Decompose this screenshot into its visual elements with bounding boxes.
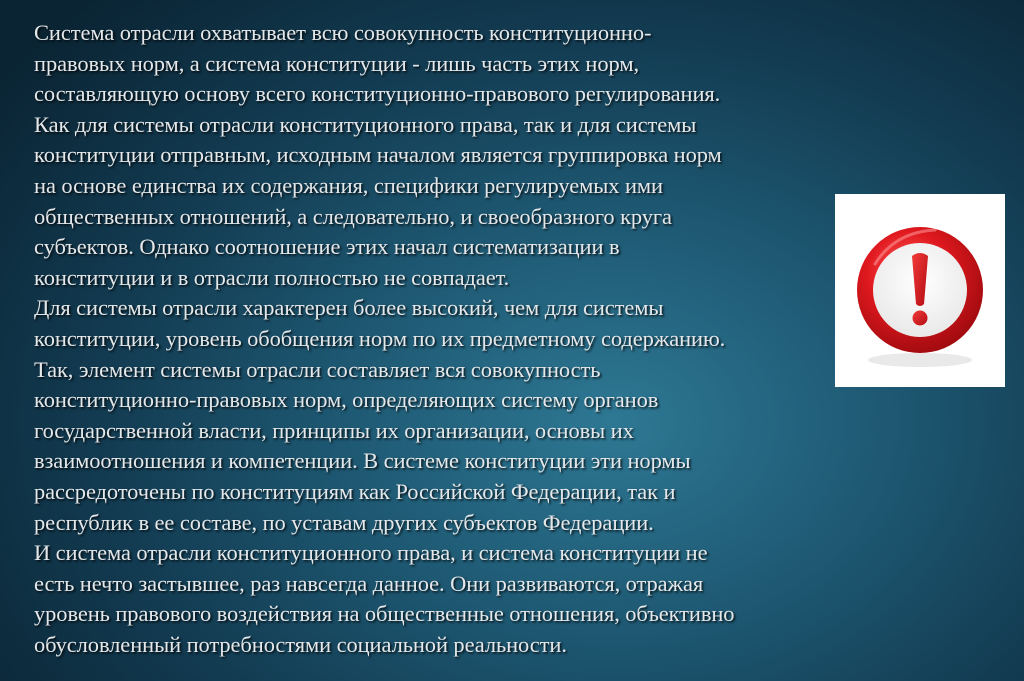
text-line: общественных отношений, а следовательно, и своеобразного круга xyxy=(34,203,672,229)
text-line: на основе единства их содержания, специфики регулируемых ими xyxy=(34,172,663,198)
text-line: государственной власти, принципы их организации, основы их xyxy=(34,417,634,443)
text-line: правовых норм, а система конституции - лишь часть этих норм, xyxy=(34,50,639,76)
text-line: есть нечто застывшее, раз навсегда данное. Они развиваются, отражая xyxy=(34,570,704,596)
text-line: конституции, уровень обобщения норм по их предметному содержанию. xyxy=(34,325,726,351)
text-line: конституции и в отрасли полностью не совпадает. xyxy=(34,264,510,290)
text-line: республик в ее составе, по уставам других субъектов Федерации. xyxy=(34,509,654,535)
text-line: субъектов. Однако соотношение этих начал систематизации в xyxy=(34,234,620,260)
text-line: Система отрасли охватывает всю совокупность конституционно- xyxy=(34,20,652,45)
exclamation-warning-icon xyxy=(835,194,1005,387)
text-line: обусловленный потребностями социальной реальности. xyxy=(34,631,567,657)
icon-shadow xyxy=(868,353,972,367)
warning-image xyxy=(835,194,1005,387)
text-line: Как для системы отрасли конституционного права, так и для системы xyxy=(34,111,697,137)
body-text xyxy=(34,18,834,660)
text-line: Для системы отрасли характерен более высокий, чем для системы xyxy=(34,295,664,321)
text-line: конституционно-правовых норм, определяющих систему органов xyxy=(34,387,659,413)
text-line: конституции отправным, исходным началом является группировка норм xyxy=(34,142,722,168)
text-line: уровень правового воздействия на общественные отношения, объективно xyxy=(34,601,735,627)
text-line: составляющую основу всего конституционно-правового регулирования. xyxy=(34,81,721,107)
exclamation-dot xyxy=(913,311,928,326)
text-line: взаимоотношения и компетенции. В системе конституции эти нормы xyxy=(34,448,691,474)
text-line: И система отрасли конституционного права, и система конституции не xyxy=(34,540,708,566)
text-line: рассредоточены по конституциям как Российской Федерации, так и xyxy=(34,478,676,504)
text-line: Так, элемент системы отрасли составляет вся совокупность xyxy=(34,356,601,382)
